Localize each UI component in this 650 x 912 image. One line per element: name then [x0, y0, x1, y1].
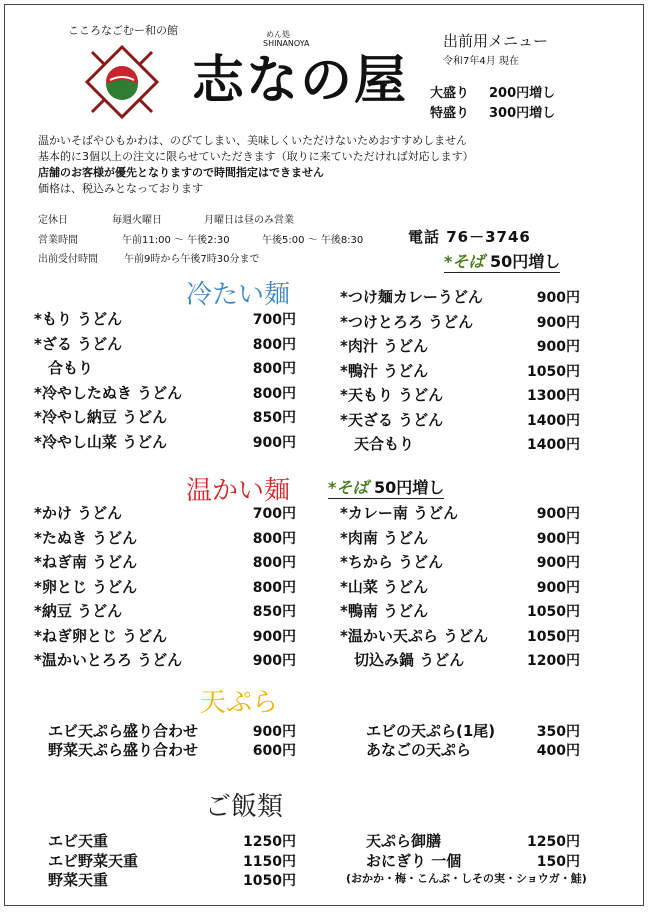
menu-item: [34, 576, 296, 600]
menu-item-price: 800円: [252, 579, 296, 596]
menu-item: [34, 625, 296, 649]
menu-item-price: 900円: [536, 506, 580, 522]
menu-item-name: *冷やし納豆 うどん: [34, 408, 168, 426]
menu-item-name: *卵とじ うどん: [34, 577, 138, 596]
tagline: こころなごむー和の館: [68, 24, 178, 37]
menu-item-price: 800円: [252, 361, 296, 377]
note-2: 基本的に3個以上の注文に限らせていただきます（取りに来ていただければ対応します）: [38, 150, 474, 163]
menu-item-price: 700円: [252, 506, 296, 522]
menu-item-name: *つけ麺カレーうどん: [340, 288, 483, 306]
menu-item: [34, 502, 296, 526]
holiday-label: 定休日: [38, 215, 68, 226]
shop-logo-icon: [84, 44, 160, 120]
menu-item-name: 野菜天ぷら盛り合わせ: [48, 741, 199, 759]
menu-item: [34, 382, 296, 406]
menu-item: [340, 527, 580, 551]
menu-item: [340, 600, 580, 624]
menu-item-price: 900円: [536, 555, 580, 571]
menu-date: 令和7年4月 現在: [443, 56, 519, 67]
menu-item-price: 900円: [536, 530, 580, 547]
menu-item-price: 1250円: [243, 834, 296, 850]
menu-item: [340, 286, 580, 310]
note-4: 価格は、税込みとなっております: [38, 182, 203, 195]
menu-item-name: 野菜天重: [48, 871, 109, 889]
menu-item-name: *納豆 うどん: [34, 602, 123, 620]
menu-item-price: 800円: [252, 530, 296, 547]
menu-item-name: *天ざる うどん: [340, 410, 444, 429]
menu-item-name: *カレー南 うどん: [340, 504, 459, 522]
menu-item: [340, 433, 580, 457]
note-1: 温かいそばやひもかわは、のびてしまい、美味しくいただけないためおすすめしません: [38, 134, 468, 147]
menu-item-price: 1050円: [527, 628, 580, 645]
menu-item-price: 1200円: [527, 653, 580, 669]
soba-surcharge-note: *そば 50円増し: [444, 249, 560, 273]
menu-item-name: おにぎり 一個: [366, 851, 462, 870]
menu-item: [34, 406, 296, 430]
menu-item-price: 900円: [536, 290, 580, 306]
menu-item-name: *冷やしたぬき うどん: [34, 383, 183, 402]
menu-item-price: 900円: [536, 314, 580, 331]
menu-item-name: *ちから うどん: [340, 553, 444, 571]
menu-item-price: 1050円: [527, 604, 580, 620]
menu-item: [34, 649, 296, 673]
menu-item: [352, 739, 580, 763]
menu-item-name: 合もり: [48, 359, 94, 377]
menu-item-name: *ねぎ卵とじ うどん: [34, 626, 168, 645]
menu-item: [34, 600, 296, 624]
menu-item-price: 900円: [536, 579, 580, 596]
menu-item: [340, 409, 580, 433]
section-tempura: 天ぷら: [200, 688, 279, 718]
menu-item-price: 1400円: [527, 412, 580, 429]
monday-note: 月曜日は昼のみ営業: [204, 215, 294, 226]
menu-item: [34, 527, 296, 551]
menu-item-price: 1400円: [527, 437, 580, 453]
menu-item-name: *たぬき うどん: [34, 528, 138, 547]
menu-item-name: *冷やし山菜 うどん: [34, 432, 168, 451]
menu-item: [340, 502, 580, 526]
section-rice: ご飯類: [205, 792, 284, 822]
menu-item-name: *温かいとろろ うどん: [34, 651, 183, 669]
menu-item-price: 350円: [536, 724, 580, 740]
menu-item-name: *温かい天ぷら うどん: [340, 626, 489, 645]
menu-item-price: 600円: [252, 743, 296, 759]
phone-number: 電話 76－3746: [408, 228, 531, 246]
menu-item-price: 900円: [252, 628, 296, 645]
menu-item: [34, 869, 296, 893]
menu-item: [340, 384, 580, 408]
special-portion: 特盛り 300円増し: [430, 106, 556, 121]
brand-subtitle: めん処 SHINANOYA: [263, 30, 310, 48]
order-value: 午前9時から午後7時30分まで: [124, 254, 260, 265]
menu-item: [34, 551, 296, 575]
hours-label: 営業時間: [38, 235, 78, 246]
menu-item-price: 150円: [536, 853, 580, 870]
menu-item: [340, 576, 580, 600]
menu-item-price: 900円: [252, 724, 296, 740]
menu-item-name: *天もり うどん: [340, 386, 444, 404]
menu-item-name: 切込み鍋 うどん: [354, 651, 465, 669]
menu-item-price: 850円: [252, 410, 296, 426]
menu-item-name: エビ天重: [48, 832, 109, 850]
menu-item-name: *かけ うどん: [34, 504, 123, 522]
menu-item-name: *山菜 うどん: [340, 577, 429, 596]
menu-item-name: *ねぎ南 うどん: [34, 553, 138, 571]
note-3: 店舗のお客様が優先となりますので時間指定はできません: [38, 166, 324, 179]
menu-item-price: 800円: [252, 336, 296, 353]
menu-item: [34, 357, 296, 381]
menu-item-price: 900円: [536, 339, 580, 355]
section-hot-noodles: 温かい麺: [186, 476, 291, 506]
menu-item-price: 900円: [252, 434, 296, 451]
menu-item-price: 900円: [252, 653, 296, 669]
menu-item: [340, 335, 580, 359]
menu-item-name: あなごの天ぷら: [366, 741, 472, 759]
holiday-value: 毎週火曜日: [112, 215, 162, 226]
menu-item: [34, 739, 296, 763]
menu-item-price: 800円: [252, 385, 296, 402]
menu-item-price: 1150円: [243, 853, 296, 870]
menu-item-price: 850円: [252, 604, 296, 620]
menu-item-name: エビの天ぷら(1尾): [366, 722, 496, 740]
menu-item-price: 1050円: [243, 873, 296, 889]
hours-am: 午前11:00 〜 午後2:30: [122, 235, 230, 246]
soba-surcharge-note-hot: *そば 50円増し: [328, 475, 444, 499]
menu-item: [340, 649, 580, 673]
menu-item-name: *ざる うどん: [34, 334, 123, 353]
large-portion: 大盛り 200円増し: [430, 86, 556, 101]
menu-item-price: 1250円: [527, 834, 580, 850]
menu-item: [34, 431, 296, 455]
menu-item-name: *もり うどん: [34, 310, 123, 328]
menu-item-name: *肉南 うどん: [340, 528, 429, 547]
menu-item: [34, 333, 296, 357]
menu-item-price: 400円: [536, 743, 580, 759]
menu-item-name: 天合もり: [354, 435, 415, 453]
menu-item-price: 1300円: [527, 388, 580, 404]
menu-item-price: 800円: [252, 555, 296, 571]
menu-item: [340, 311, 580, 335]
menu-item-name: エビ天ぷら盛り合わせ: [48, 722, 199, 740]
menu-item-name: エビ野菜天重: [48, 851, 139, 870]
brand-name: 志なの屋: [192, 50, 409, 111]
menu-item-name: *鴨南 うどん: [340, 602, 429, 620]
menu-item: [34, 308, 296, 332]
menu-item-name: *つけとろろ うどん: [340, 312, 474, 331]
hours-pm: 午後5:00 〜 午後8:30: [262, 235, 364, 246]
menu-item-name: *鴨汁 うどん: [340, 361, 429, 380]
menu-item-name: *肉汁 うどん: [340, 337, 429, 355]
menu-item-price: 700円: [252, 312, 296, 328]
menu-item-price: 1050円: [527, 363, 580, 380]
menu-title: 出前用メニュー: [443, 32, 549, 50]
menu-item-name: 天ぷら御膳: [366, 832, 442, 850]
onigiri-fillings-note: (おかか・梅・こんぶ・しその実・ショウガ・鮭): [346, 872, 587, 885]
menu-item: [340, 360, 580, 384]
order-label: 出前受付時間: [38, 254, 98, 265]
menu-item: [340, 551, 580, 575]
section-cold-noodles: 冷たい麺: [186, 280, 291, 310]
menu-item: [340, 625, 580, 649]
